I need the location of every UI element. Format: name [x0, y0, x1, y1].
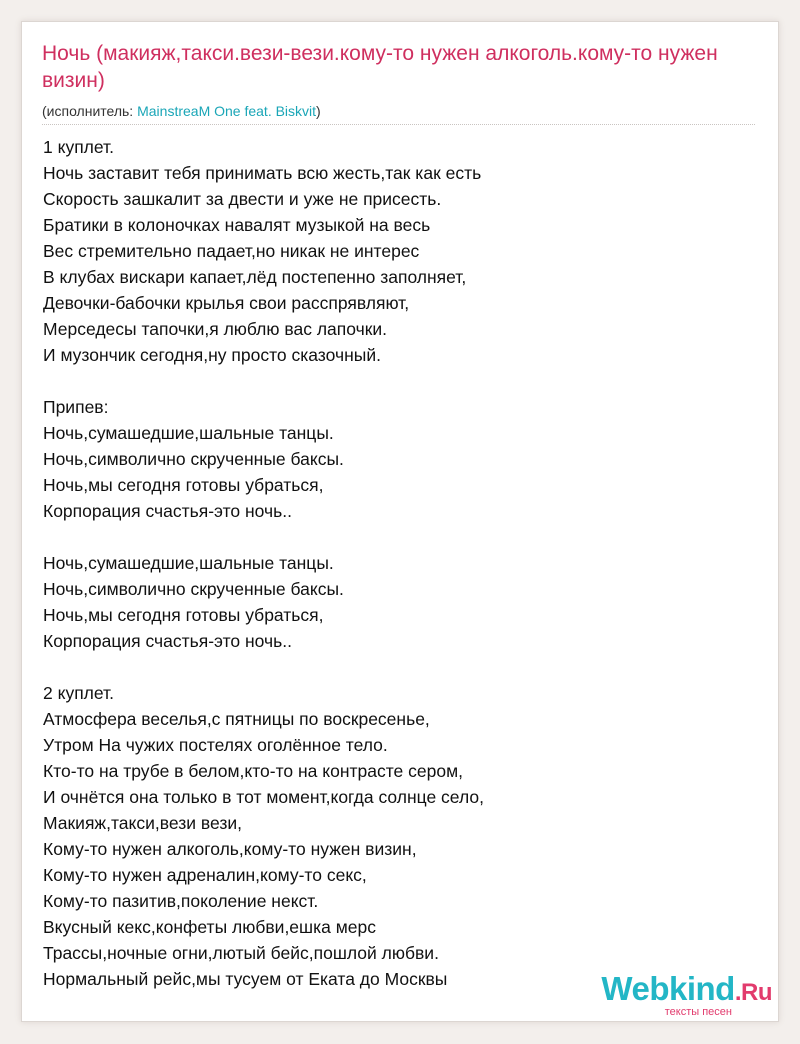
lyrics-text — [43, 134, 484, 992]
watermark-tld: .Ru — [734, 979, 772, 1006]
lyric-line: 2 куплет. — [43, 683, 114, 703]
lyric-line: Утром На чужих постелях оголённое тело. — [43, 735, 388, 755]
artist-link[interactable]: MainstreaM One feat. Biskvit — [137, 103, 317, 119]
performer-suffix: ) — [316, 103, 321, 119]
lyric-line: Ночь,мы сегодня готовы убраться, — [43, 605, 324, 625]
lyric-line: Ночь,сумашедшие,шальные танцы. — [43, 553, 334, 573]
lyric-line: Вкусный кекс,конфеты любви,ешка мерс — [43, 917, 376, 937]
performer-line — [42, 102, 321, 120]
song-title: Ночь (макияж,такси.вези-вези.кому-то нужен алкоголь.кому-то нужен визин) — [42, 42, 718, 92]
watermark-logo — [601, 972, 772, 1010]
lyric-line: Девочки-бабочки крылья свои расспрявляют, — [43, 293, 410, 313]
lyric-line: Ночь заставит тебя принимать всю жесть,так как есть — [43, 163, 482, 183]
lyric-line: Ночь,сумашедшие,шальные танцы. — [43, 423, 334, 443]
site-watermark — [601, 972, 772, 1018]
lyric-line: Братики в колоночках навалят музыкой на весь — [43, 215, 431, 235]
lyric-line: Корпорация счастья-это ночь.. — [43, 501, 292, 521]
lyrics-card — [21, 21, 779, 1022]
lyric-line: И очнётся она только в тот момент,когда солнце село, — [43, 787, 484, 807]
lyric-line: Припев: — [43, 397, 109, 417]
performer-prefix: (исполнитель: — [42, 103, 138, 119]
lyric-line: Скорость зашкалит за двести и уже не присесть. — [43, 189, 442, 209]
lyric-line: Кто-то на трубе в белом,кто-то на контрасте сером, — [43, 761, 463, 781]
lyric-line: Атмосфера веселья,с пятницы по воскресенье, — [43, 709, 430, 729]
lyric-line — [43, 654, 484, 680]
lyric-line: Кому-то пазитив,поколение некст. — [43, 891, 319, 911]
lyric-line: Ночь,мы сегодня готовы убраться, — [43, 475, 324, 495]
lyric-line: Макияж,такси,вези вези, — [43, 813, 242, 833]
watermark-name: Webkind — [601, 970, 735, 1007]
lyric-line: Мерседесы тапочки,я люблю вас лапочки. — [43, 319, 387, 339]
title-divider — [42, 124, 755, 125]
lyric-line: Корпорация счастья-это ночь.. — [43, 631, 292, 651]
lyric-line: 1 куплет. — [43, 137, 114, 157]
lyric-line: И музончик сегодня,ну просто сказочный. — [43, 345, 381, 365]
lyric-line: В клубах вискари капает,лёд постепенно заполняет, — [43, 267, 467, 287]
lyric-line: Трассы,ночные огни,лютый бейс,пошлой любви. — [43, 943, 439, 963]
lyric-line — [43, 368, 484, 394]
lyric-line: Ночь,символично скрученные баксы. — [43, 449, 344, 469]
lyric-line — [43, 524, 484, 550]
lyric-line: Ночь,символично скрученные баксы. — [43, 579, 344, 599]
watermark-tagline: тексты песен — [664, 1006, 732, 1018]
lyric-line: Кому-то нужен адреналин,кому-то секс, — [43, 865, 367, 885]
lyric-line: Нормальный рейс,мы тусуем от Еката до Москвы — [43, 969, 448, 989]
lyric-line: Кому-то нужен алкоголь,кому-то нужен визин, — [43, 839, 417, 859]
lyric-line: Вес стремительно падает,но никак не интерес — [43, 241, 420, 261]
